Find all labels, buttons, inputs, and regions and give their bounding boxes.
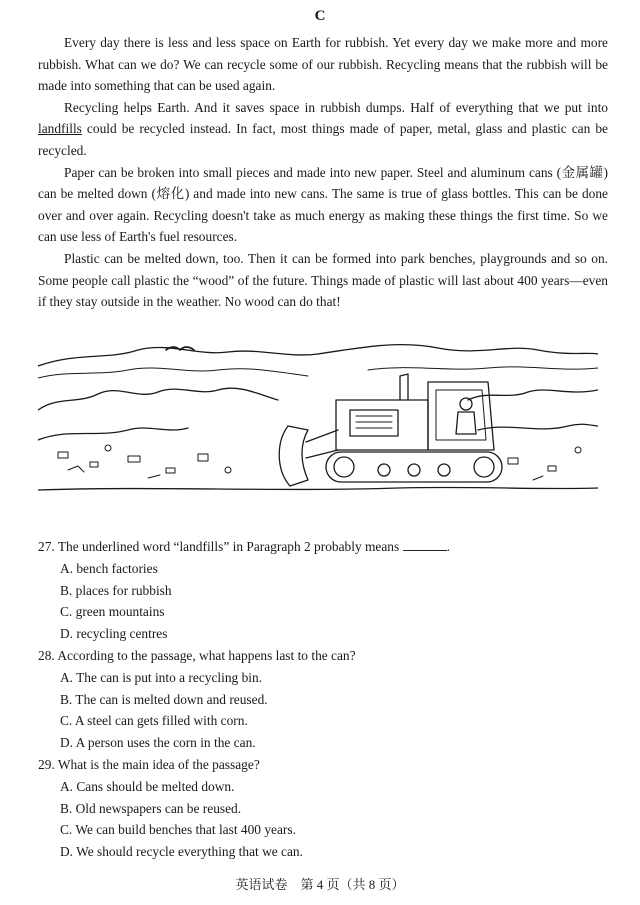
question-27-option-d: D. recycling centres — [60, 626, 168, 642]
reading-passage — [38, 32, 608, 313]
question-27-option-c: C. green mountains — [60, 604, 165, 620]
question-29-option-d: D. We should recycle everything that we can. — [60, 844, 303, 860]
question-text: The underlined word “landfills” in Paragraph 2 probably means — [57, 539, 400, 554]
paragraph-3: Paper can be broken into small pieces and made into new paper. Steel and aluminum cans (金属罐) can be melted down (熔化) and made into new cans. The same is true of glass bottles. This can be done over and over again. Recycling doesn't take as much energy as making these things the first time. So we can use less of Earth's fuel resources. — [38, 164, 608, 245]
paragraph-1: Every day there is less and less space on Earth for rubbish. Yet every day we make more and more rubbish. What can we do? We can recycle some of our rubbish. Recycling means that the rubbish will be made into something that can be used again. — [38, 35, 608, 94]
paragraph-2-after: could be recycled instead. In fact, most things made of paper, metal, glass and plastic can be recycled. — [38, 121, 608, 158]
question-28-option-c: C. A steel can gets filled with corn. — [60, 713, 248, 729]
question-text: According to the passage, what happens last to the can? — [57, 647, 356, 663]
question-27-stem — [38, 536, 608, 558]
question-stem-end: . — [446, 539, 450, 554]
question-27-option-a: A. bench factories — [60, 560, 158, 576]
bulldozer-landfill-illustration — [38, 330, 598, 510]
question-28-stem — [38, 645, 608, 667]
question-28-option-a: A. The can is put into a recycling bin. — [60, 669, 263, 685]
question-27-option-b: B. places for rubbish — [60, 582, 172, 598]
section-letter: C — [314, 8, 326, 24]
page-footer: 英语试卷 第 4 页（共 8 页） — [235, 877, 405, 892]
answer-blank — [403, 538, 447, 551]
question-29-option-a: A. Cans should be melted down. — [60, 778, 235, 794]
question-28-option-b: B. The can is melted down and reused. — [60, 691, 268, 707]
question-text: What is the main idea of the passage? — [57, 756, 260, 772]
question-29-option-b: B. Old newspapers can be reused. — [60, 800, 242, 816]
question-number: 29. — [38, 756, 55, 772]
question-number: 28. — [38, 647, 55, 663]
question-29-option-c: C. We can build benches that last 400 years. — [60, 822, 296, 838]
paragraph-2-before: Recycling helps Earth. And it saves space in rubbish dumps. Half of everything that we put into — [64, 99, 608, 115]
question-28-option-d: D. A person uses the corn in the can. — [60, 735, 256, 751]
question-29-stem — [38, 754, 608, 776]
paragraph-4: Plastic can be melted down, too. Then it can be formed into park benches, playgrounds and so on. Some people call plastic the “wood” of the future. Things made of plastic will last about 400 years—even if they stay outside in the weather. No wood can do that! — [38, 250, 608, 310]
question-list — [38, 536, 608, 863]
underlined-word-landfills: landfills — [38, 121, 82, 137]
question-number: 27. — [38, 539, 55, 554]
paragraph-2 — [38, 97, 608, 162]
